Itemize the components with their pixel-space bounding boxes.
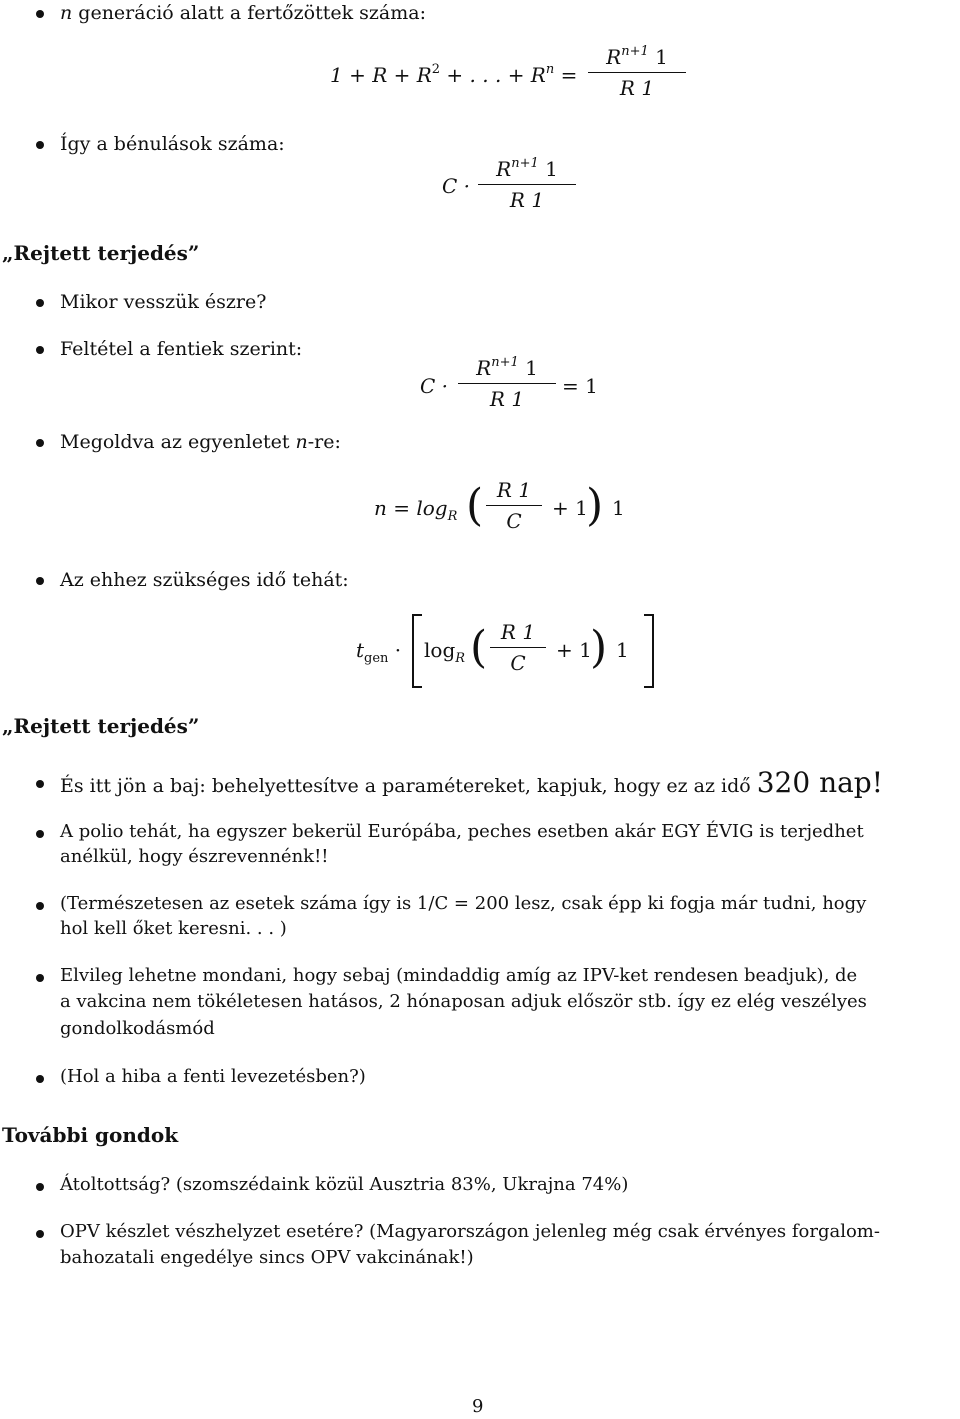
formula4-numerator: R 1 (496, 478, 532, 502)
bullet (36, 830, 44, 838)
bullet (36, 299, 44, 307)
bullet-solve-text (60, 430, 341, 454)
bullet (36, 1230, 44, 1238)
left-bracket (412, 614, 422, 688)
bullet-problem-text (60, 766, 883, 799)
formula1-mid: + . . . + R (440, 63, 546, 87)
bullet-theory-line2: a vakcina nem tökéletesen hatásos, 2 hónaposan adjuk először stb. így ez elég veszélyes (60, 991, 867, 1012)
formula5-dot: · (394, 638, 402, 662)
formula1-fraction (588, 44, 686, 100)
right-bracket (644, 614, 654, 688)
fraction-bar (588, 72, 686, 73)
bullet-opv-line2: bahozatali engedélye sincs OPV vakcinának!) (60, 1247, 474, 1268)
formula2-denominator: R 1 (509, 188, 545, 213)
formula4-lhs (374, 496, 457, 524)
formula1-lhs-exp: 2 (431, 62, 441, 77)
bullet-condition-text: Feltétel a fentiek szerint: (60, 338, 303, 360)
section-heading: „Rejtett terjedés” (2, 714, 200, 738)
bullet-coverage-text: Átoltottság? (szomszédaink közül Ausztria 83%, Ukrajna 74%) (60, 1174, 629, 1195)
formula5-plus: + 1 (556, 638, 592, 662)
formula5-t-sub: gen (364, 651, 389, 666)
fraction-bar (458, 383, 556, 384)
bullet-notice-text: Mikor vesszük észre? (60, 291, 267, 313)
formula1-numerator: $R^{n+1}$ 1 (606, 44, 668, 69)
formula5-log-text: log (424, 638, 456, 662)
bullet-solve-suffix: -re: (307, 431, 341, 453)
formula4-denominator: C (506, 509, 522, 534)
bullet-theory-line1: Elvileg lehetne mondani, hogy sebaj (mindaddig amíg az IPV-ket rendesen beadjuk), de (60, 965, 858, 986)
right-paren: ) (586, 480, 604, 531)
bullet-cases-line1: (Természetesen az esetek száma így is 1/C = 200 lesz, csak épp ki fogja már tudni, hogy (60, 893, 867, 914)
bullet (36, 346, 44, 354)
formula5-log (424, 638, 465, 666)
bullet (36, 577, 44, 585)
bullet-problem-label: És itt jön a baj: behelyettesítve a paramétereket, kapjuk, hogy ez az idő (60, 775, 757, 797)
bullet (36, 902, 44, 910)
bullet-time-text: Az ehhez szükséges idő tehát: (60, 569, 349, 591)
var-n: n (60, 2, 73, 24)
bullet-error-text: (Hol a hiba a fenti levezetésben?) (60, 1066, 366, 1087)
left-paren: ( (470, 622, 488, 673)
bullet-polio-line2: anélkül, hogy észrevennénk!! (60, 846, 329, 867)
formula1-denominator: R 1 (619, 76, 655, 101)
formula2-fraction (478, 156, 576, 212)
formula5-t (356, 638, 401, 666)
big-value-320-days: 320 nap! (756, 766, 883, 799)
right-paren: ) (590, 622, 608, 673)
bullet-paralysis-text: Így a bénulások száma: (60, 133, 285, 155)
bullet (36, 780, 44, 788)
formula3-rhs: = 1 (562, 374, 598, 398)
formula4-plus: + 1 (552, 496, 588, 520)
fraction-bar (478, 184, 576, 185)
bullet-cases-line2: hol kell őket keresni. . . ) (60, 918, 287, 939)
formula4-tail: 1 (612, 496, 625, 520)
bullet-generations-text (60, 1, 426, 25)
formula1-eq: = (554, 63, 578, 87)
formula3-c: C · (420, 374, 449, 398)
formula4-log-base: R (447, 509, 458, 524)
page-number: 9 (472, 1396, 484, 1417)
formula5-fraction (490, 620, 546, 675)
formula5-numerator: R 1 (500, 620, 536, 644)
formula4-fraction (486, 478, 542, 533)
formula3-denominator: R 1 (489, 387, 525, 412)
formula2-c: C · (442, 174, 471, 198)
formula-infected-sum (330, 62, 577, 87)
bullet-opv-line1: OPV készlet vészhelyzet esetére? (Magyarországon jelenleg még csak érvényes forgalom- (60, 1221, 880, 1242)
formula4-lhs-text: n = log (374, 496, 448, 520)
bullet (36, 10, 44, 18)
bullet-generations-label: generáció alatt a fertőzöttek száma: (72, 2, 426, 24)
formula5-log-base: R (455, 651, 466, 666)
formula5-denominator: C (510, 651, 526, 676)
formula3-numerator: $R^{n+1}$ 1 (476, 355, 538, 380)
formula1-lhs: 1 + R + R (330, 63, 432, 87)
bullet (36, 1183, 44, 1191)
fraction-bar (490, 647, 546, 648)
section-heading: „Rejtett terjedés” (2, 241, 200, 265)
formula5-t-text: t (356, 638, 365, 662)
bullet (36, 439, 44, 447)
formula5-tail: 1 (616, 638, 629, 662)
bullet-theory-line3: gondolkodásmód (60, 1018, 215, 1039)
bullet (36, 141, 44, 149)
formula1-mid-exp: n (545, 62, 555, 77)
formula3-fraction (458, 355, 556, 411)
var-n: n (295, 431, 308, 453)
bullet-solve-prefix: Megoldva az egyenletet (60, 431, 296, 453)
section-heading: További gondok (2, 1123, 179, 1147)
bullet-polio-line1: A polio tehát, ha egyszer bekerül Európába, peches esetben akár EGY ÉVIG is terjedhet (60, 821, 864, 842)
left-paren: ( (466, 480, 484, 531)
fraction-bar (486, 505, 542, 506)
formula2-numerator: $R^{n+1}$ 1 (496, 156, 558, 181)
bullet (36, 974, 44, 982)
bullet (36, 1075, 44, 1083)
